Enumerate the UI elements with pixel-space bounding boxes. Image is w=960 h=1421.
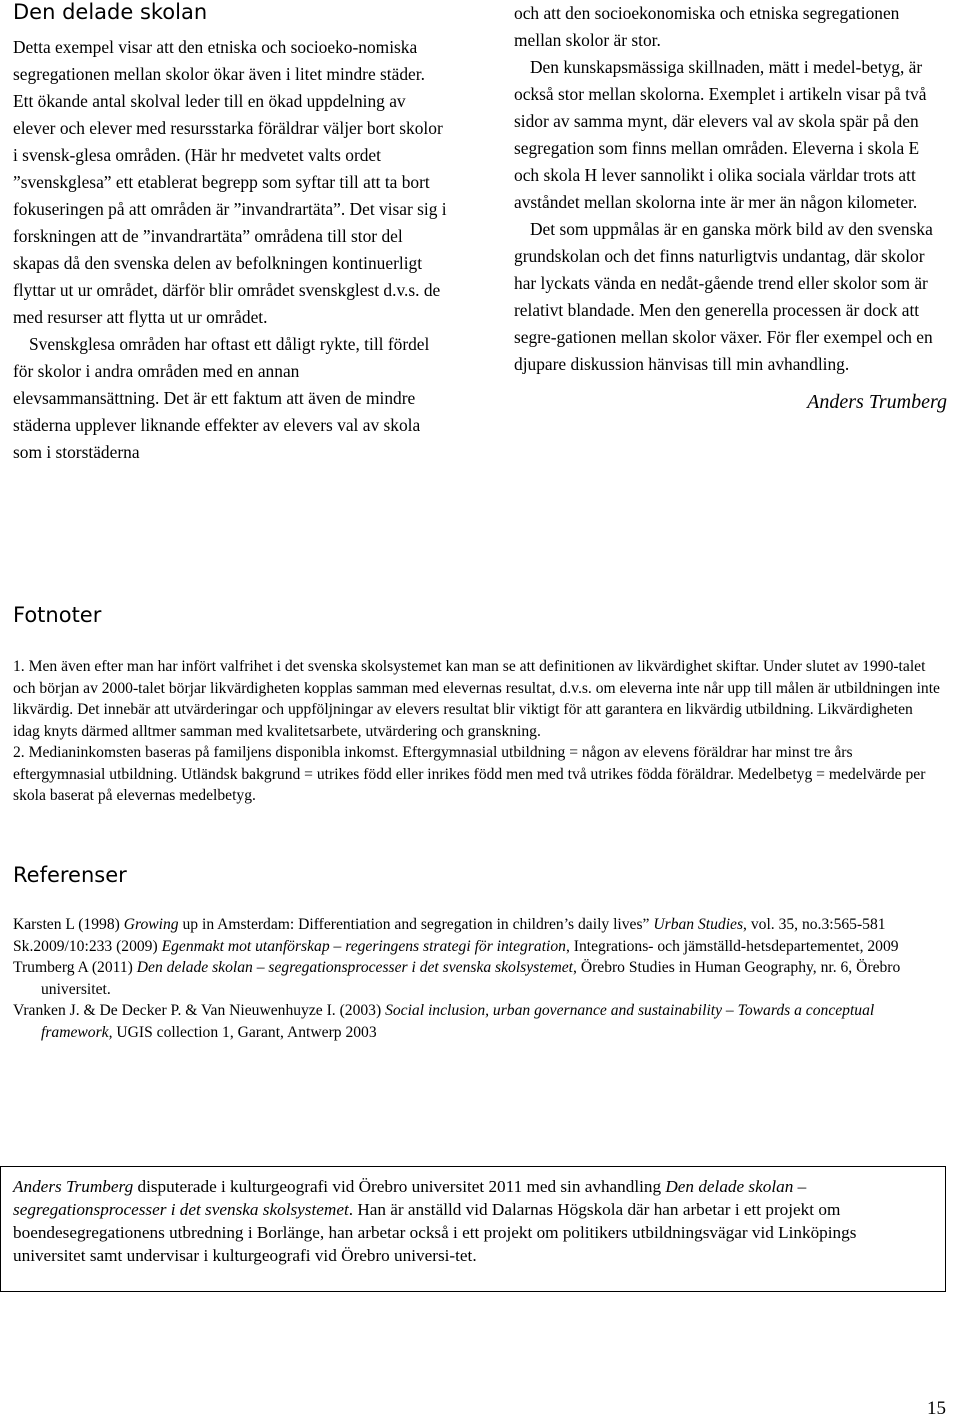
right-column	[514, 0, 947, 416]
reference-1	[13, 914, 948, 936]
reference-3-text: Trumberg A (2011)	[13, 959, 137, 976]
footnote-1: 1. Men även efter man har infört valfrihet i det svenska skolsystemet kan man se att definitionen av likvärdighet skiftar. Under slutet av 1990-talet och början av 2000-talet börjar likvärdigheten kopplas samman med elevernas resultat, d.v.s. om eleverna inte når upp till målen är utbildningen inte likvärdig. Det innebär att utvärderingar och uppföljningar av elevers resultat blir viktigt för att garantera en likvärdig utbildning. Likvärdigheten idag knyts därmed alltmer samman med kvalitetsarbete, utvärdering och granskning.	[13, 658, 940, 740]
reference-1-text2: up in Amsterdam: Differentiation and segregation in children’s daily lives”	[178, 916, 654, 933]
references-list	[13, 914, 948, 1043]
reference-4	[13, 1000, 948, 1043]
right-paragraph-2: Den kunskapsmässiga skillnaden, mätt i medel-betyg, är också stor mellan skolorna. Exemplet i artikeln visar på två sidor av samma mynt, där elevers val av skola spär på den segregation som finns mellan områden. Eleverna i skola E och skola H lever sannolikt i olika sociala världar trots att avståndet mellan skolorna inte är mer än någon kilometer.	[514, 57, 927, 212]
reference-2	[13, 936, 948, 958]
footnote-2: 2. Medianinkomsten baseras på familjens disponibla inkomst. Eftergymnasial utbildning = någon av elevens föräldrar har minst tre års eftergymnasial utbildning. Utländsk bakgrund = utrikes född eller inrikes född men med två utrikes födda föräldrar. Medelbetyg = medelvärde per skola baserat på elevernas medelbetyg.	[13, 744, 926, 804]
reference-1-journal: Urban Studies	[653, 916, 744, 933]
reference-2-italic: Egenmakt mot utanförskap – regeringens strategi för integration	[161, 937, 566, 955]
reference-4-text2: UGIS collection 1, Garant, Antwerp 2003	[112, 1023, 377, 1041]
left-paragraph-2: Svenskglesa områden har oftast ett dåligt rykte, till fördel för skolor i andra områden med en annan elevsammansättning. Det är ett faktum att även de mindre städerna upplever liknande effekter av elevers val av skola som i storstäderna	[13, 334, 430, 462]
right-paragraph-1: och att den socioekonomiska och etniska segregationen mellan skolor är stor.	[514, 3, 900, 50]
bio-author-name: Anders Trumberg	[13, 1177, 134, 1196]
reference-3-italic: Den delade skolan – segregationsprocesser i det svenska skolsystemet	[136, 959, 574, 976]
reference-2-text: Sk.2009/10:233 (2009)	[13, 937, 162, 955]
article-title: Den delade skolan	[13, 0, 208, 24]
left-paragraph-1: Detta exempel visar att den etniska och socioeko-nomiska segregationen mellan skolor ökar även i litet mindre städer. Ett ökande antal skolval leder till en ökad uppdelning av elever och elever med resursstarka föräldrar väljer bort skolor i svensk-glesa områden. (Här hr medvetet valts ordet ”svenskglesa” ett etablerat begrepp som syftar till att ta bort fokuseringen på att områden är ”invandrartäta”. Det visar sig i forskningen att de ”invandrartäta” områdena till stor del skapas då den svenska delen av befolkningen kontinuerligt flyttar ut ur området, därför blir området svenskglest d.v.s. de med resurser att flytta ut ur området.	[13, 37, 447, 327]
reference-1-text: Karsten L (1998)	[13, 916, 124, 933]
references-title: Referenser	[13, 863, 127, 887]
reference-4-text: Vranken J. & De Decker P. & Van Nieuwenhuyze I. (2003)	[13, 1002, 386, 1019]
reference-3	[13, 957, 948, 1000]
reference-2-text2: , Integrations- och jämställd-hetsdepartementet, 2009	[565, 937, 899, 955]
article-author: Anders Trumberg	[807, 391, 947, 413]
reference-3-text2: , Örebro Studies in Human Geography, nr. 6, Örebro universitet.	[41, 959, 901, 998]
footnotes-list	[13, 656, 943, 807]
left-column	[13, 34, 448, 466]
bio-thesis-title: Den delade skolan – segregationsprocesser i det svenska skolsystemet	[13, 1177, 807, 1219]
reference-1-text3: , vol. 35, no.3:565-581	[743, 916, 886, 933]
reference-4-italic: Social inclusion, urban governance and sustainability – Towards a conceptual framework,	[41, 1002, 875, 1041]
author-bio-box	[0, 1166, 946, 1292]
footnotes-title: Fotnoter	[13, 603, 102, 627]
author-bio	[13, 1175, 933, 1267]
bio-text-1: disputerade i kulturgeografi vid Örebro universitet 2011 med sin avhandling	[133, 1177, 666, 1196]
bio-text-2: . Han är anställd vid Dalarnas Högskola där han arbetar i ett projekt om boendesegregationens utbredning i Borlänge, han arbetar också i ett projekt om politikers utbildningsvägar vid Linköpings universitet samt undervisar i kulturgeografi vid Örebro universi-tet.	[13, 1200, 857, 1265]
right-paragraph-3: Det som uppmålas är en ganska mörk bild av den svenska grundskolan och det finns naturligtvis undantag, där skolor har lyckats vända en nedåt-gående trend eller skolor som är relativt blandade. Men den generella processen är dock att segre-gationen mellan skolor växer. För fler exempel och en djupare diskussion hänvisas till min avhandling.	[514, 219, 933, 374]
reference-1-italic: Growing	[123, 916, 179, 933]
page-number: 15	[927, 1398, 946, 1419]
